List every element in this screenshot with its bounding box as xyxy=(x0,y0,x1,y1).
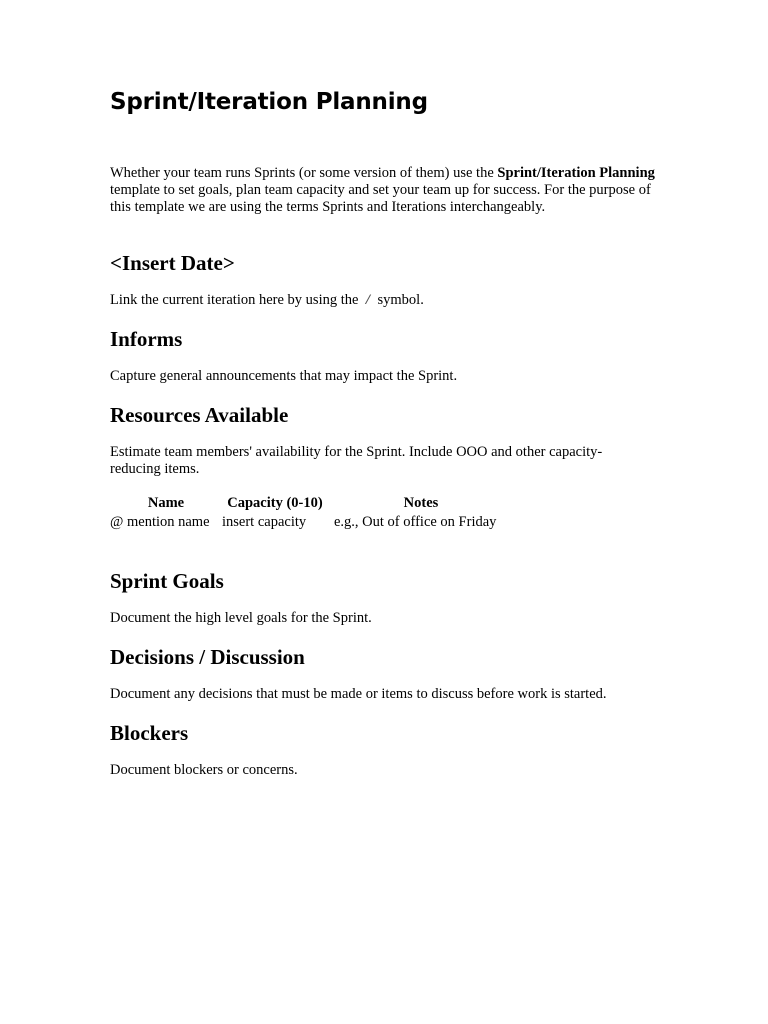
table-row xyxy=(110,513,514,532)
intro-paragraph xyxy=(110,165,665,216)
table-header-row xyxy=(110,494,514,513)
page-title: Sprint/Iteration Planning xyxy=(110,89,428,115)
column-header-capacity: Capacity (0-10) xyxy=(227,495,323,511)
cell-capacity[interactable]: insert capacity xyxy=(222,514,307,530)
date-text-before: Link the current iteration here by using the xyxy=(110,292,359,308)
resources-table xyxy=(110,494,514,532)
blockers-text: Document blockers or concerns. xyxy=(110,762,298,778)
date-heading: <Insert Date> xyxy=(110,251,235,275)
date-text-after: symbol. xyxy=(377,292,424,308)
informs-heading: Informs xyxy=(110,327,183,351)
intro-text-1: Whether your team runs Sprints (or some version of them) use the xyxy=(110,165,498,181)
intro-text-2: template to set goals, plan team capacity and set your team up for success. For the purpose of this template we are using the terms Sprints and Iterations interchangeably. xyxy=(110,182,651,215)
cell-mention-name[interactable]: @ mention name xyxy=(110,514,210,530)
intro-template-name: Sprint/Iteration Planning xyxy=(497,165,655,181)
column-header-notes: Notes xyxy=(403,495,439,511)
cell-notes[interactable]: e.g., Out of office on Friday xyxy=(334,514,497,530)
blockers-heading: Blockers xyxy=(110,721,189,745)
date-instructions xyxy=(110,292,424,309)
resources-heading: Resources Available xyxy=(110,403,289,427)
slash-symbol: / xyxy=(364,293,372,308)
resources-text: Estimate team members' availability for the Sprint. Include OOO and other capacity-reducing items. xyxy=(110,444,603,477)
goals-heading: Sprint Goals xyxy=(110,569,224,593)
column-header-name: Name xyxy=(147,495,185,511)
decisions-text: Document any decisions that must be made or items to discuss before work is started. xyxy=(110,686,607,702)
informs-text: Capture general announcements that may impact the Sprint. xyxy=(110,368,458,384)
decisions-heading: Decisions / Discussion xyxy=(110,645,305,669)
goals-text: Document the high level goals for the Sprint. xyxy=(110,610,372,626)
